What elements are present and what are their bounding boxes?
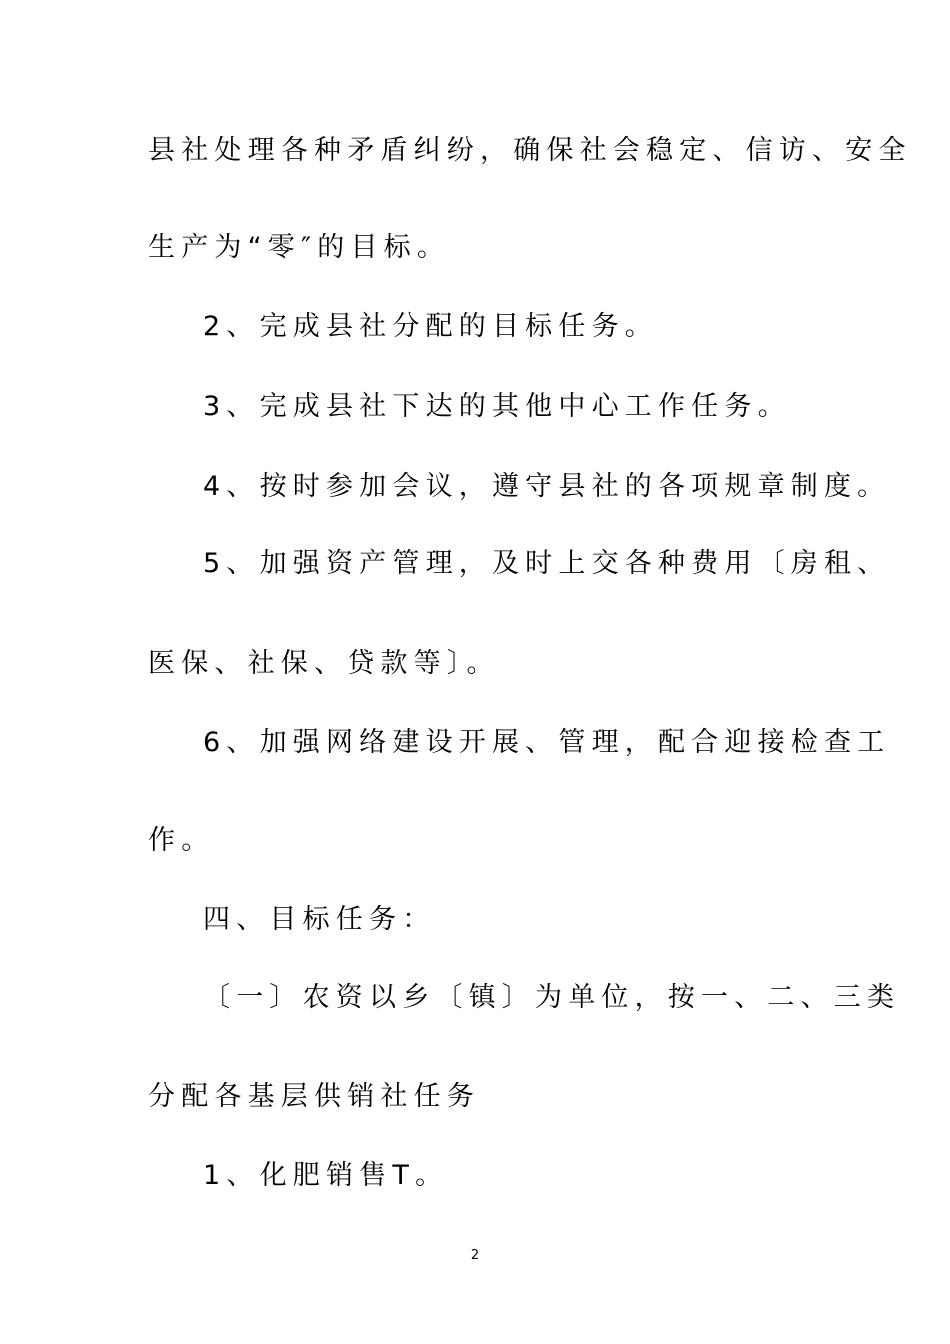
page-number: 2	[470, 1248, 480, 1263]
list-item-3: 3、完成县社下达的其他中心工作任务。	[203, 391, 791, 422]
list-item-5: 5、加强资产管理，及时上交各种费用〔房租、	[203, 548, 891, 579]
text-line: 县社处理各种矛盾纠纷，确保社会稳定、信访、安全	[148, 135, 912, 166]
text-line: 医保、社保、贷款等〕。	[148, 648, 500, 679]
list-item-2: 2、完成县社分配的目标任务。	[203, 311, 658, 342]
list-item-4: 4、按时参加会议，遵守县社的各项规章制度。	[203, 471, 891, 502]
text-line: 分配各基层供销社任务	[148, 1081, 480, 1112]
subsection-heading: 〔一〕农资以乡〔镇〕为单位，按一、二、三类	[203, 982, 901, 1013]
list-item-1: 1、化肥销售T。	[203, 1160, 449, 1191]
list-item-6: 6、加强网络建设开展、管理，配合迎接检查工	[203, 727, 891, 758]
text-line: 生产为“零″的目标。	[148, 232, 451, 263]
text-line: 作。	[148, 825, 215, 856]
section-heading: 四、目标任务：	[203, 904, 436, 935]
